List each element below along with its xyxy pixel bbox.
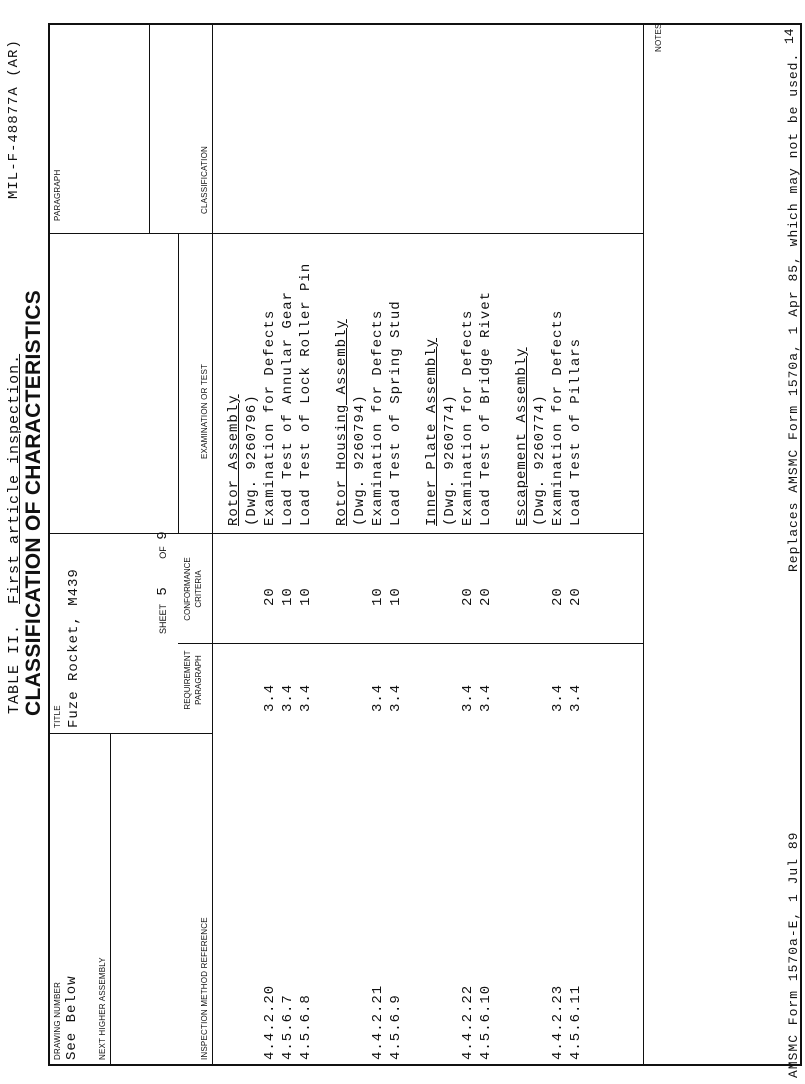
requirement-cell: [405, 684, 423, 712]
criteria-cell: 20: [568, 587, 584, 606]
exam-cell: (Dwg. 9260794): [352, 394, 368, 526]
criteria-cell: [405, 587, 423, 606]
criteria-cell: [513, 587, 531, 606]
form-title: CLASSIFICATION OF CHARACTERISTICS: [22, 289, 45, 716]
method-cell: [333, 985, 351, 1060]
assembly-heading: Rotor Housing Assembly: [334, 319, 350, 526]
requirement-cell: 3.4: [370, 683, 386, 712]
sheet-number: 5: [155, 587, 171, 596]
requirement-cell: 3.4: [568, 683, 584, 712]
requirement-cell: [351, 684, 369, 712]
inspection-method-reference-label: INSPECTION METHOD REFERENCE: [200, 917, 209, 1060]
title-label: TITLE: [53, 705, 62, 728]
criteria-cell: [441, 587, 459, 606]
method-cell: [243, 985, 261, 1060]
rule-notes-top: [643, 25, 644, 1064]
replaces-note: Replaces AMSMC Form 1570a, 1 Apr 85, which may not be used.: [786, 52, 801, 572]
criteria-cell: [315, 587, 333, 606]
notes-label: NOTES: [654, 23, 663, 52]
sheet-of-label: OF: [158, 546, 168, 559]
requirement-cell: [225, 684, 243, 712]
requirement-cell: 3.4: [478, 683, 494, 712]
requirement-cell: [333, 684, 351, 712]
method-cell: [531, 985, 549, 1060]
requirement-cell: [513, 684, 531, 712]
exam-cell: Load Test of Bridge Rivet: [478, 290, 494, 526]
method-cell: [315, 985, 333, 1060]
next-higher-assembly-label: NEXT HIGHER ASSEMBLY: [98, 957, 107, 1060]
exam-cell: Examination for Defects: [262, 309, 278, 526]
requirement-cell: [531, 684, 549, 712]
method-cell: 4.5.6.10: [478, 984, 494, 1060]
criteria-cell: [531, 587, 549, 606]
criteria-cell: [423, 587, 441, 606]
conformance-criteria-column: [225, 587, 585, 606]
method-cell: [351, 985, 369, 1060]
rule-criteria-right: [178, 643, 643, 644]
criteria-cell: 20: [262, 587, 278, 606]
table-caption: TABLE II. First article inspection.: [6, 353, 23, 714]
assembly-heading: Rotor Assembly: [226, 394, 242, 526]
classification-form: [48, 23, 802, 1066]
rule-exam-right: [178, 533, 643, 534]
conformance-criteria-label: CONFORMANCE CRITERIA: [183, 557, 203, 621]
requirement-cell: [423, 684, 441, 712]
exam-cell: Load Test of Lock Roller Pin: [298, 262, 314, 526]
method-cell: 4.4.2.23: [550, 984, 566, 1060]
exam-cell: (Dwg. 9260774): [532, 394, 548, 526]
requirement-cell: 3.4: [388, 683, 404, 712]
sheet-total: 9: [155, 531, 171, 540]
method-cell: [513, 985, 531, 1060]
drawing-number-value: See Below: [64, 975, 80, 1060]
criteria-cell: 10: [298, 587, 314, 606]
method-cell: 4.5.6.11: [568, 984, 584, 1060]
requirement-cell: [441, 684, 459, 712]
method-cell: 4.4.2.21: [370, 984, 386, 1060]
exam-cell: [495, 263, 513, 526]
inspection-method-column: [225, 985, 585, 1060]
sheet-indicator: [155, 531, 171, 634]
exam-cell: (Dwg. 9260774): [442, 394, 458, 526]
method-cell: [405, 985, 423, 1060]
method-cell: 4.5.6.7: [280, 994, 296, 1060]
exam-cell: Load Test of Pillars: [568, 337, 584, 526]
assembly-heading: Escapement Assembly: [514, 347, 530, 526]
exam-cell: Examination for Defects: [370, 309, 386, 526]
requirement-cell: 3.4: [262, 683, 278, 712]
requirement-cell: [243, 684, 261, 712]
method-cell: [423, 985, 441, 1060]
form-number: AMSMC Form 1570a-E, 1 Jul 89: [786, 831, 801, 1078]
examination-or-test-label: EXAMINATION OR TEST: [200, 363, 209, 459]
exam-cell: Examination for Defects: [460, 309, 476, 526]
paragraph-label: PARAGRAPH: [53, 169, 62, 221]
requirement-cell: 3.4: [280, 683, 296, 712]
page-number: 14: [782, 28, 797, 44]
criteria-cell: [495, 587, 513, 606]
criteria-cell: 20: [460, 587, 476, 606]
exam-cell: Examination for Defects: [550, 309, 566, 526]
method-cell: [495, 985, 513, 1060]
rule-classification-right: [50, 233, 643, 234]
method-cell: [441, 985, 459, 1060]
spec-identifier: MIL-F-48877A (AR): [6, 39, 22, 199]
criteria-cell: 10: [388, 587, 404, 606]
criteria-cell: 10: [280, 587, 296, 606]
drawing-number-label: DRAWING NUMBER: [53, 981, 62, 1060]
method-cell: 4.5.6.9: [388, 994, 404, 1060]
sheet-label: SHEET: [158, 604, 168, 634]
criteria-cell: 20: [550, 587, 566, 606]
criteria-cell: 10: [370, 587, 386, 606]
exam-cell: Load Test of Annular Gear: [280, 290, 296, 526]
criteria-cell: 20: [478, 587, 494, 606]
exam-cell: (Dwg. 9260796): [244, 394, 260, 526]
rule-subheader-top: [178, 234, 179, 534]
examination-column: [225, 263, 585, 526]
requirement-cell: 3.4: [550, 683, 566, 712]
exam-cell: Load Test of Spring Stud: [388, 300, 404, 526]
method-cell: 4.5.6.8: [298, 994, 314, 1060]
title-value: Fuze Rocket, M439: [66, 568, 82, 728]
rule-drawing-right: [50, 733, 212, 734]
rule-paragraph-bottom: [149, 25, 150, 234]
requirement-cell: [315, 684, 333, 712]
criteria-cell: [333, 587, 351, 606]
criteria-cell: [225, 587, 243, 606]
requirement-paragraph-column: [225, 684, 585, 712]
requirement-cell: 3.4: [460, 683, 476, 712]
requirement-paragraph-label: REQUIREMENT PARAGRAPH: [183, 650, 203, 710]
assembly-heading: Inner Plate Assembly: [424, 337, 440, 526]
requirement-cell: [495, 684, 513, 712]
classification-label: CLASSIFICATION: [200, 146, 209, 214]
rule-column-header-bottom: [212, 25, 213, 1064]
method-cell: 4.4.2.20: [262, 984, 278, 1060]
method-cell: 4.4.2.22: [460, 984, 476, 1060]
method-cell: [225, 985, 243, 1060]
criteria-cell: [351, 587, 369, 606]
requirement-cell: 3.4: [298, 683, 314, 712]
criteria-cell: [243, 587, 261, 606]
rule-title-bottom: [110, 734, 111, 1064]
exam-cell: [315, 263, 333, 526]
exam-cell: [405, 263, 423, 526]
